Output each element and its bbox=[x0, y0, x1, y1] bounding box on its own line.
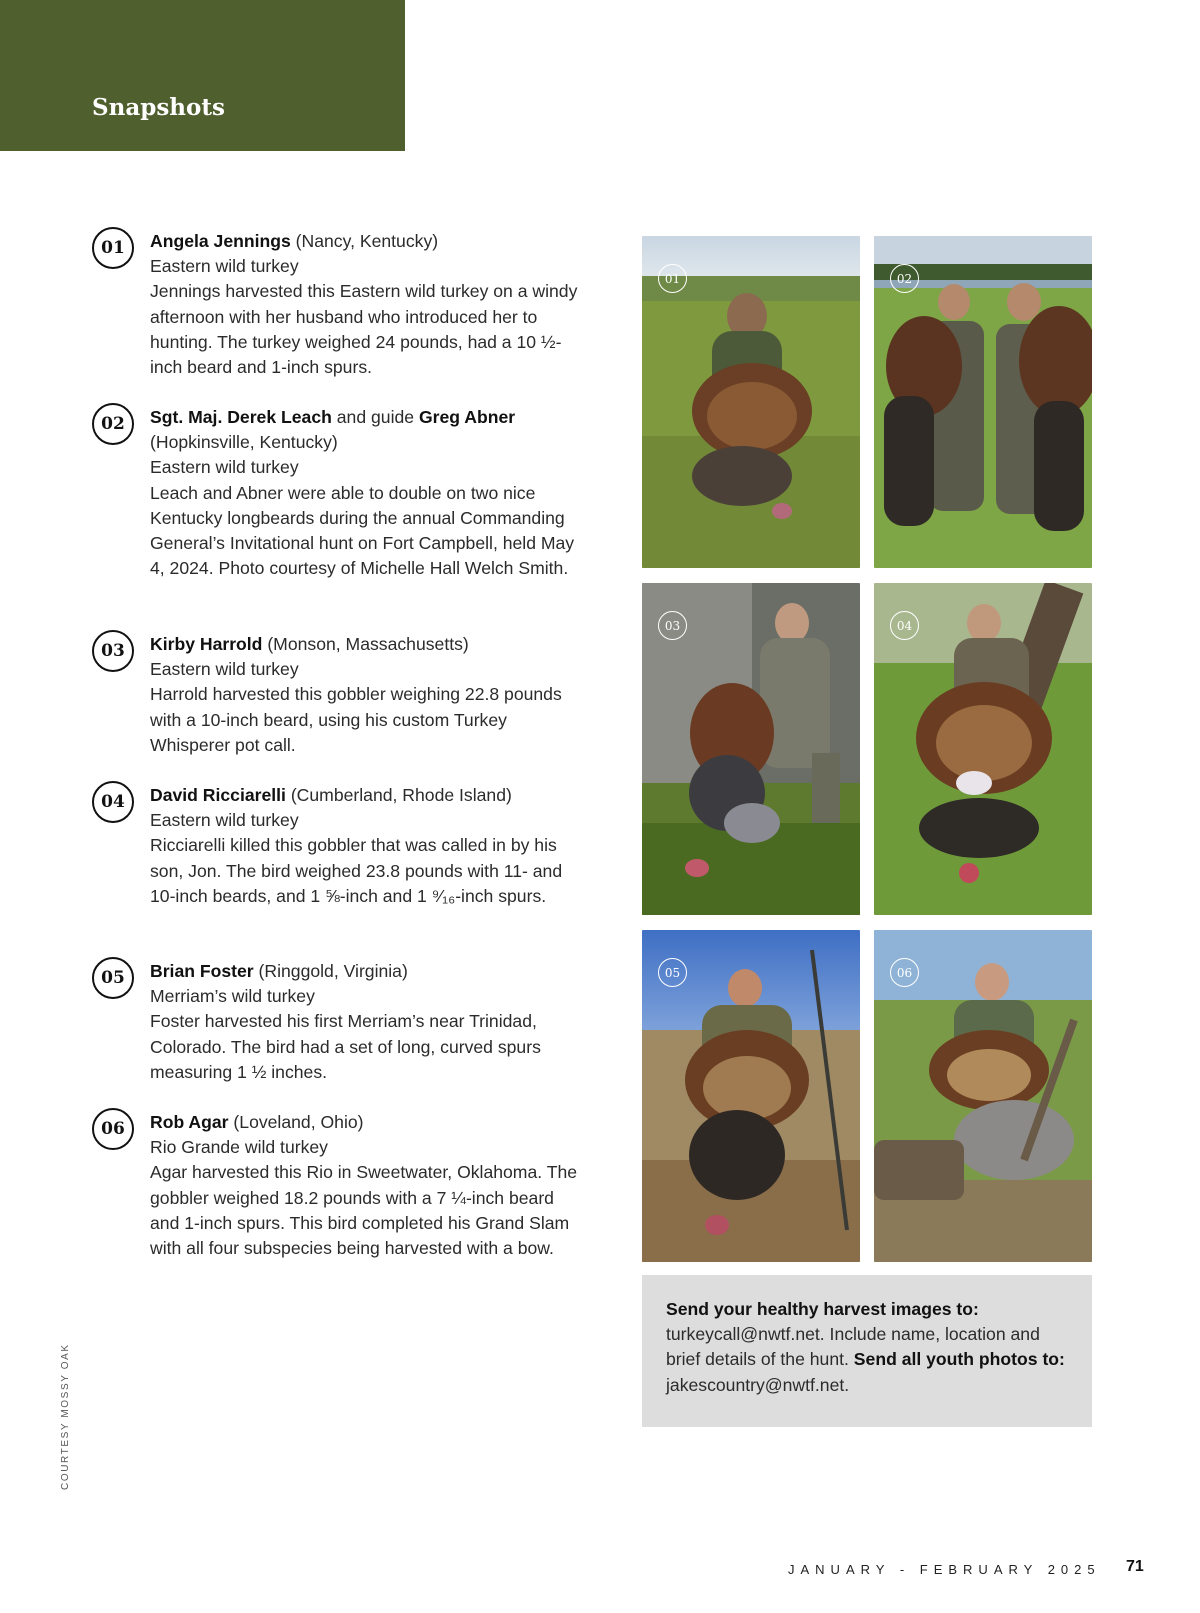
hunter-location: (Hopkinsville, Kentucky) bbox=[150, 432, 338, 453]
photo-credit: COURTESY MOSSY OAK bbox=[60, 1343, 71, 1490]
section-title: Snapshots bbox=[92, 94, 225, 121]
photo-number-badge: 03 bbox=[658, 611, 687, 640]
photo-number-badge: 05 bbox=[658, 958, 687, 987]
page-number: 71 bbox=[1126, 1558, 1144, 1575]
entry-02 bbox=[92, 403, 575, 613]
entry-03 bbox=[92, 630, 572, 760]
entry-body bbox=[150, 783, 580, 909]
entry-number-badge: 04 bbox=[92, 781, 134, 823]
photo-05 bbox=[642, 930, 860, 1262]
entry-06 bbox=[92, 1108, 578, 1298]
header-band bbox=[0, 0, 405, 151]
entry-description: Harrold harvested this gobbler weighing 22.8 pounds with a 10-inch beard, using his custom Turkey Whisperer pot call. bbox=[150, 684, 562, 755]
hunter-location: (Loveland, Ohio) bbox=[233, 1112, 364, 1132]
name-connector: and guide bbox=[336, 407, 415, 427]
photo-01 bbox=[642, 236, 860, 568]
subspecies: Merriam’s wild turkey bbox=[150, 986, 315, 1007]
photo-04 bbox=[874, 583, 1092, 915]
entry-body bbox=[150, 405, 580, 581]
entry-body bbox=[150, 959, 580, 1085]
hunter-name: Sgt. Maj. Derek Leach bbox=[150, 407, 332, 427]
issue-folio: JANUARY - FEBRUARY 2025 bbox=[788, 1562, 1101, 1577]
hunter-name: Brian Foster bbox=[150, 961, 254, 981]
guide-name: Greg Abner bbox=[418, 407, 516, 427]
entry-number-badge: 06 bbox=[92, 1108, 134, 1150]
submission-lead: Send your healthy harvest images to: bbox=[666, 1299, 979, 1319]
photo-number-badge: 01 bbox=[658, 264, 687, 293]
entry-body bbox=[150, 632, 580, 758]
photo-number-badge: 02 bbox=[890, 264, 919, 293]
hunter-name: David Ricciarelli bbox=[150, 785, 286, 805]
entry-description: Ricciarelli killed this gobbler that was called in by his son, Jon. The bird weighed 23.8 pounds with 11- and 10-inch beards, and 1 ⅝-inch and 1 ⁹⁄₁₆-inch spurs. bbox=[150, 835, 563, 906]
photo-number-badge: 04 bbox=[890, 611, 919, 640]
entry-number-badge: 02 bbox=[92, 403, 134, 445]
photo-number-badge: 06 bbox=[890, 958, 919, 987]
photo-03 bbox=[642, 583, 860, 915]
subspecies: Rio Grande wild turkey bbox=[150, 1137, 328, 1158]
entry-number-badge: 03 bbox=[92, 630, 134, 672]
entry-number-badge: 05 bbox=[92, 957, 134, 999]
youth-email: jakescountry@nwtf.net. bbox=[666, 1374, 850, 1395]
entry-description: Foster harvested his first Merriam’s near Trinidad, Colorado. The bird had a set of long, curved spurs measuring 1 ½ inches. bbox=[150, 1011, 541, 1082]
entry-01 bbox=[92, 227, 578, 387]
entry-04 bbox=[92, 781, 572, 941]
submission-info-box bbox=[642, 1275, 1092, 1427]
entry-description: Agar harvested this Rio in Sweetwater, Oklahoma. The gobbler weighed 18.2 pounds with a 7 ¼-inch beard and 1-inch spurs. This bird completed his Grand Slam with all four subspecies being harvested with a bow. bbox=[150, 1162, 578, 1259]
subspecies: Eastern wild turkey bbox=[150, 457, 299, 478]
hunter-name: Angela Jennings bbox=[150, 231, 291, 251]
subspecies: Eastern wild turkey bbox=[150, 659, 299, 680]
entry-description: Jennings harvested this Eastern wild turkey on a windy afternoon with her husband who introduced her to hunting. The turkey weighed 24 pounds, had a 10 ½-inch beard and 1-inch spurs. bbox=[150, 281, 578, 378]
photo-02 bbox=[874, 236, 1092, 568]
entry-body bbox=[150, 229, 580, 380]
photo-06 bbox=[874, 930, 1092, 1262]
hunter-location: (Monson, Massachusetts) bbox=[267, 634, 469, 654]
hunter-location: (Nancy, Kentucky) bbox=[295, 231, 439, 251]
entry-05 bbox=[92, 957, 572, 1087]
entry-number-badge: 01 bbox=[92, 227, 134, 269]
hunter-location: (Ringgold, Virginia) bbox=[258, 961, 408, 981]
submission-text bbox=[666, 1297, 1066, 1398]
submission-body: turkeycall@nwtf.net. Include name, location and brief details of the hunt. bbox=[666, 1324, 1040, 1370]
youth-lead: Send all youth photos to: bbox=[853, 1349, 1065, 1370]
subspecies: Eastern wild turkey bbox=[150, 256, 299, 277]
hunter-location: (Cumberland, Rhode Island) bbox=[290, 785, 512, 805]
entry-body bbox=[150, 1110, 580, 1261]
hunter-name: Rob Agar bbox=[150, 1112, 229, 1132]
entry-description: Leach and Abner were able to double on two nice Kentucky longbeards during the annual Commanding General’s Invitational hunt on Fort Campbell, held May 4, 2024. Photo courtesy of Michelle Hall Welch Smith. bbox=[150, 482, 575, 579]
hunter-name: Kirby Harrold bbox=[150, 634, 263, 654]
subspecies: Eastern wild turkey bbox=[150, 810, 299, 831]
